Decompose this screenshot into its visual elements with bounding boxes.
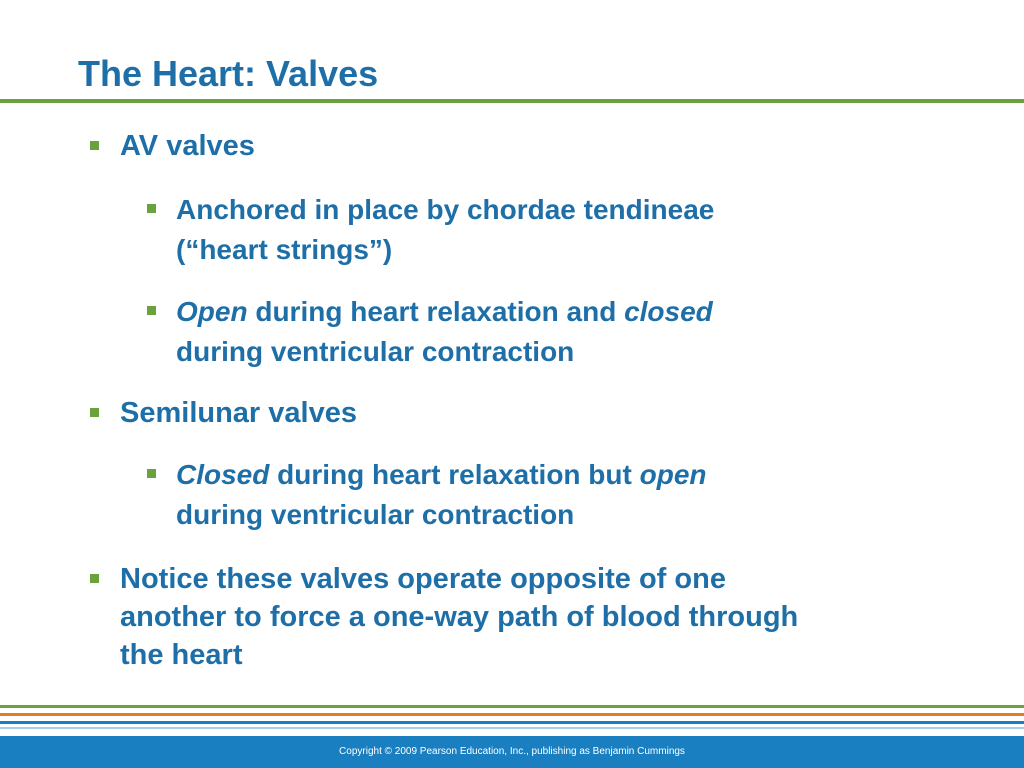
- bullet-notice: [120, 560, 940, 674]
- bullet-square-icon: [90, 141, 99, 150]
- stripe-blue: [0, 721, 1024, 724]
- bullet-text-line2: another to force a one-way path of blood through: [120, 601, 799, 633]
- sub-bullet-open-closed: [176, 292, 936, 372]
- emphasis-closed: Closed: [176, 459, 270, 490]
- bullet-square-icon: [147, 306, 156, 315]
- bullet-square-icon: [90, 574, 99, 583]
- bullet-text-mid: during heart relaxation and: [247, 296, 625, 327]
- slide-title: The Heart: Valves: [78, 53, 379, 94]
- emphasis-open: Open: [176, 296, 248, 327]
- bullet-text-line2: during ventricular contraction: [176, 336, 575, 367]
- bullet-text-line1: Notice these valves operate opposite of one: [120, 563, 726, 595]
- footer-bar: [0, 736, 1024, 768]
- sub-bullet-anchored: [176, 190, 936, 270]
- bullet-text-line2: (“heart strings”): [176, 234, 393, 265]
- title-divider: [0, 99, 1024, 103]
- sub-bullet-closed-open: [176, 455, 936, 535]
- bullet-text-line3: the heart: [120, 639, 243, 671]
- bullet-text-line1: Anchored in place by chordae tendineae: [176, 194, 715, 225]
- stripe-orange: [0, 713, 1024, 716]
- bullet-av-valves: [120, 127, 940, 165]
- bullet-text: AV valves: [120, 130, 255, 162]
- emphasis-open: open: [639, 459, 707, 490]
- bullet-square-icon: [147, 204, 156, 213]
- bullet-square-icon: [90, 408, 99, 417]
- emphasis-closed: closed: [624, 296, 713, 327]
- bullet-square-icon: [147, 469, 156, 478]
- bullet-text: Semilunar valves: [120, 397, 357, 429]
- copyright-text: Copyright © 2009 Pearson Education, Inc., publishing as Benjamin Cummings: [339, 746, 685, 757]
- stripe-green: [0, 705, 1024, 708]
- stripe-light-blue: [0, 727, 1024, 729]
- bullet-text-mid: during heart relaxation but: [269, 459, 640, 490]
- bullet-text-line2: during ventricular contraction: [176, 499, 575, 530]
- bullet-semilunar-valves: [120, 394, 940, 432]
